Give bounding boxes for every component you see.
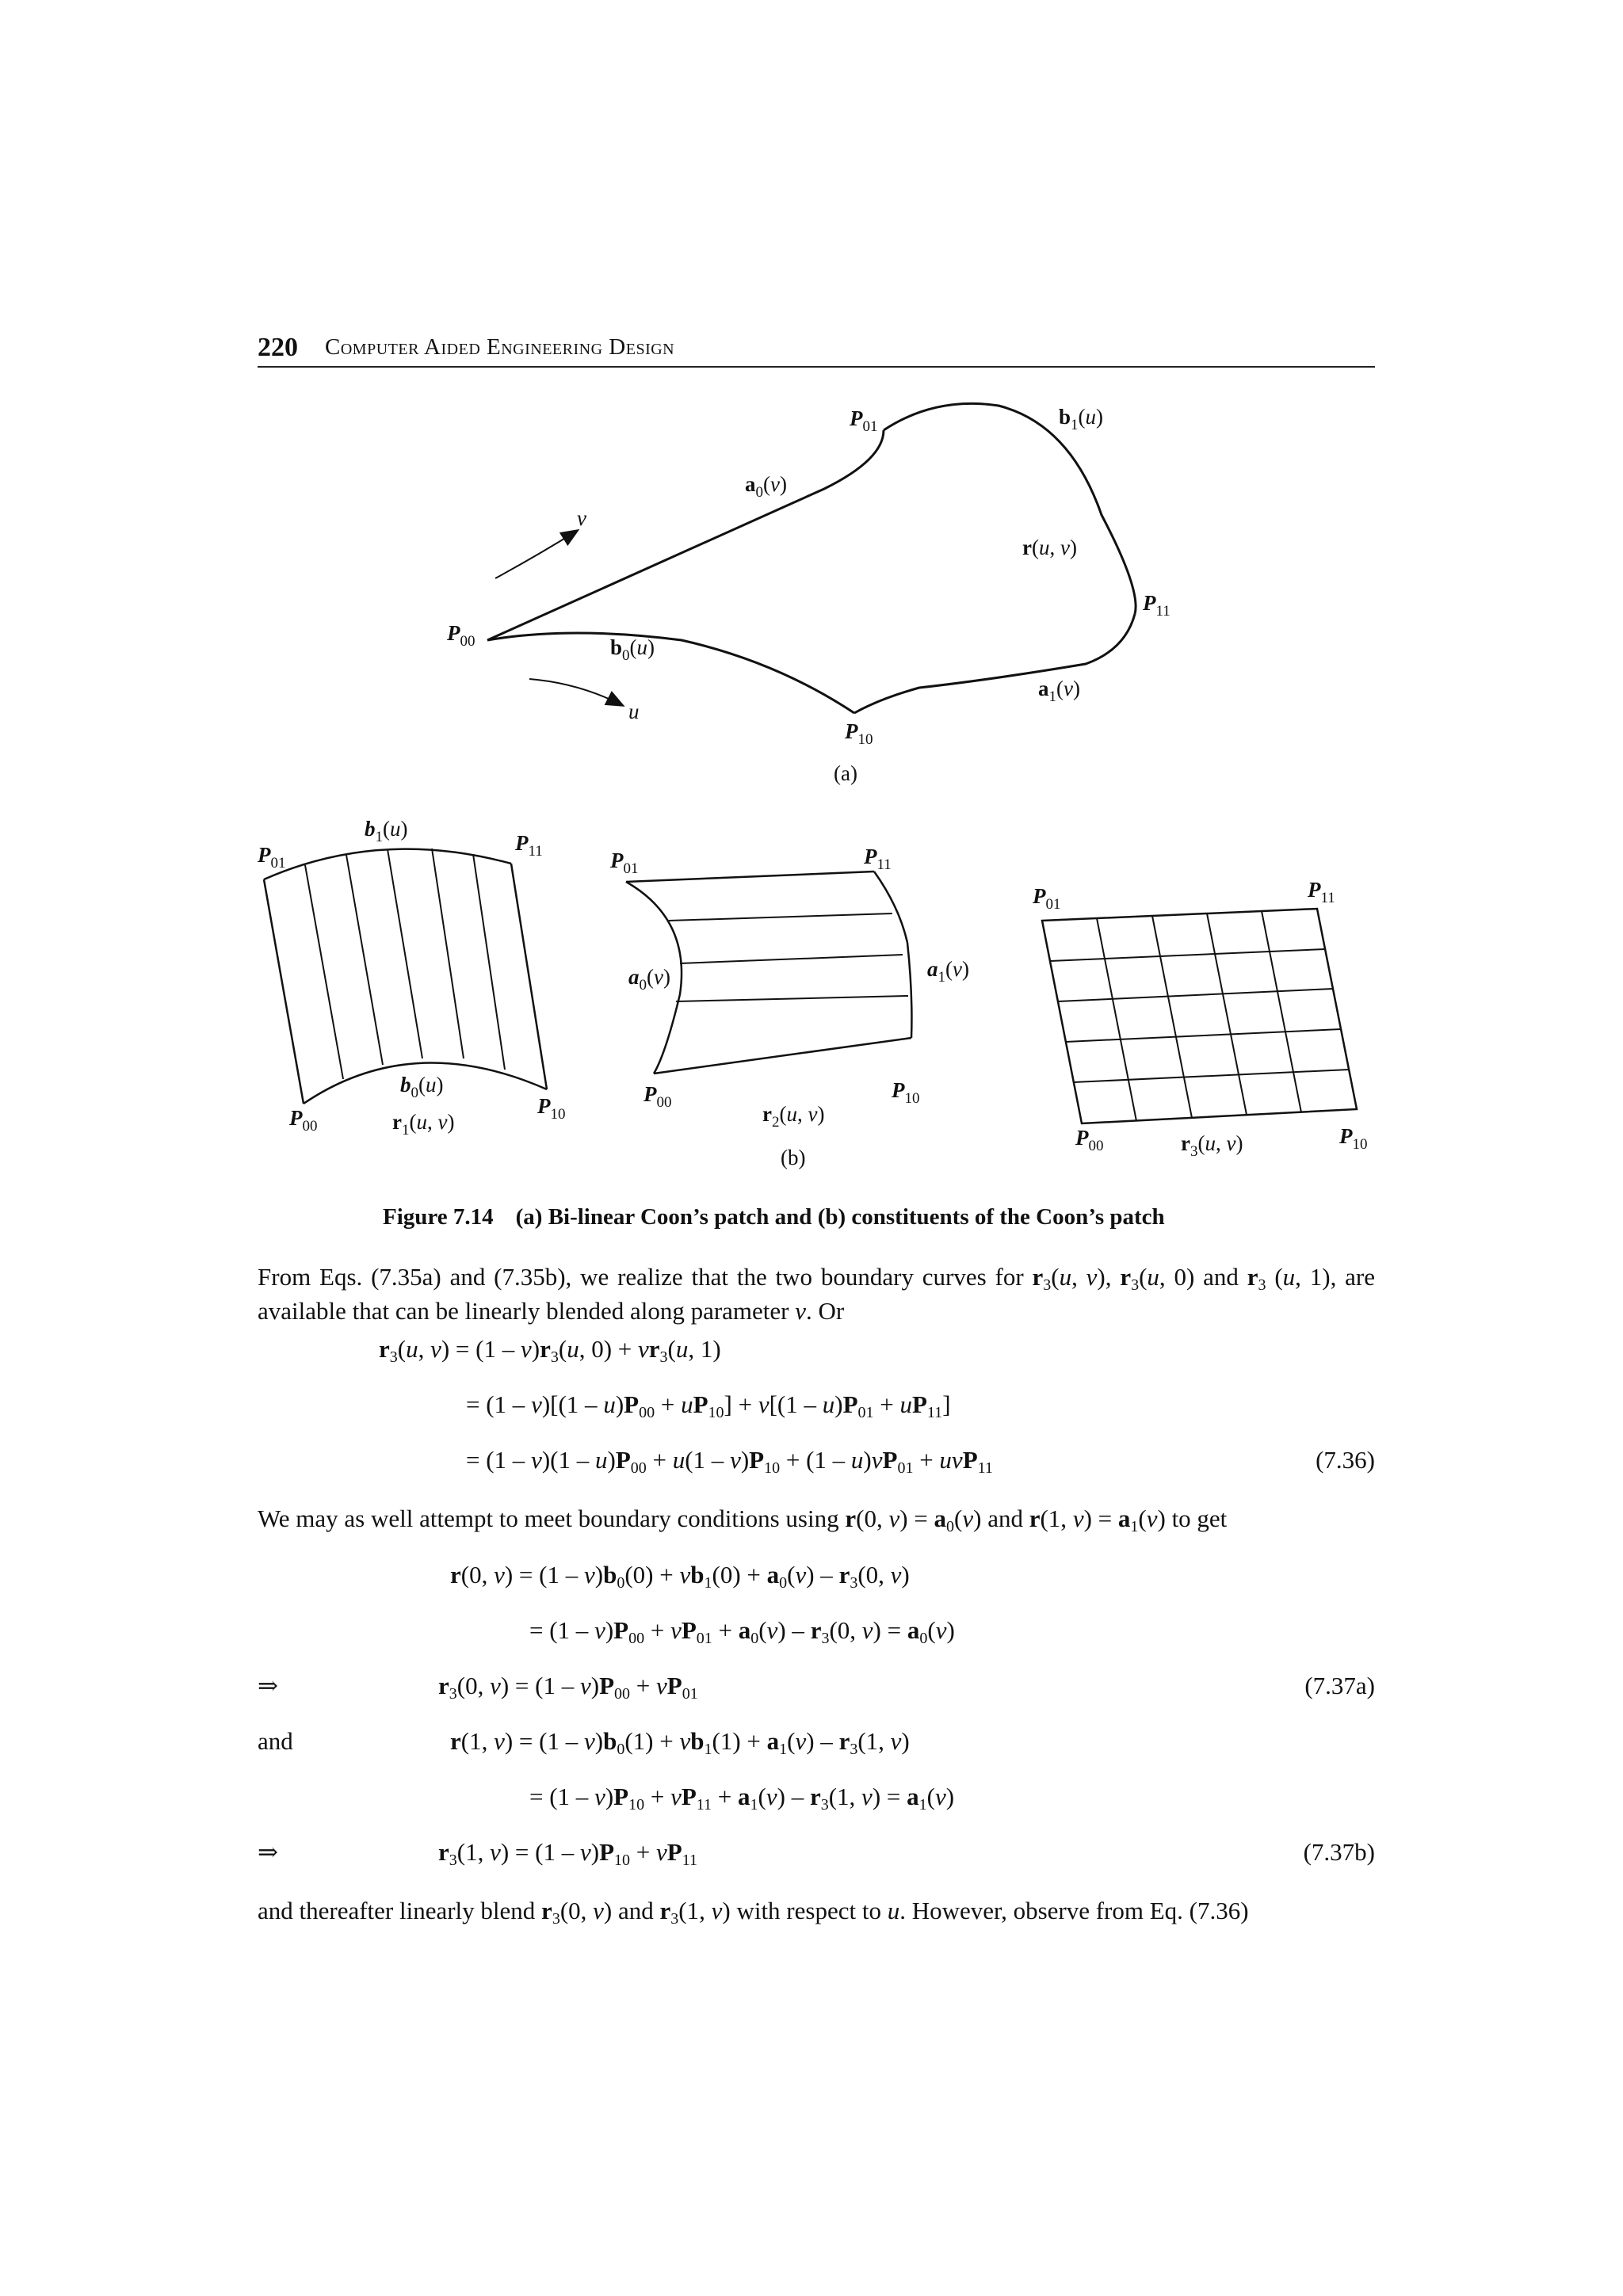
figure-caption-text: (a) Bi-linear Coon’s patch and (b) constituents of the Coon’s patch	[515, 1204, 1165, 1230]
svg-text:b0(u): $b_0(u)$	[400, 1073, 444, 1101]
equation-7-37a-line-2: = $(1 - v)P_{00} + vP_{01} + a_0(v) - r_3(0$, $v) = a_0(v)$	[529, 1616, 955, 1647]
svg-text:P10: $P_{10}$	[1339, 1124, 1368, 1153]
running-title: Computer Aided Engineering Design	[325, 334, 675, 360]
curve-b0	[487, 633, 854, 713]
svg-text:P01: $P_{01}$	[1033, 884, 1061, 913]
figure-caption	[383, 1204, 1165, 1230]
patch-r2-rulings	[669, 913, 908, 1001]
svg-text:a1(v): $a_1(v)$	[1038, 677, 1080, 705]
word-and: and	[258, 1727, 293, 1755]
equation-7-37a: $r_3(0$, $v) = (1 - v)P_{00} + vP_{01}$	[438, 1672, 698, 1703]
svg-text:b0(u): $b_0(u)$	[610, 635, 655, 664]
equation-number-7-37a: (7.37a)	[1304, 1672, 1375, 1699]
svg-text:P01: $P_{01}$	[610, 849, 639, 877]
svg-text:P11: $P_{11}$	[1308, 878, 1335, 906]
panel-a-label: (a)	[834, 761, 857, 785]
patch-r3	[1042, 909, 1357, 1123]
svg-text:P11: $P_{11}$	[1143, 591, 1170, 620]
patch-r3-grid	[1050, 911, 1349, 1121]
svg-text:P11: $P_{11}$	[864, 845, 892, 873]
svg-text:r2(u, v): $r_2(u$, v)	[762, 1102, 825, 1131]
svg-text:P00: $P_{00}$	[447, 621, 475, 650]
svg-text:P00: $P_{00}$	[643, 1082, 672, 1111]
svg-text:b1(u): $b_1(u)$	[365, 817, 408, 845]
svg-text:a1(v): $a_1(v)$	[927, 957, 969, 986]
implies-symbol-1: ⇒	[258, 1672, 278, 1699]
arrow-v	[495, 531, 577, 578]
svg-text:v: v	[577, 506, 586, 530]
curve-a1	[854, 614, 1135, 713]
svg-text:P11: $P_{11}$	[515, 831, 543, 860]
patch-r2-labels	[609, 845, 969, 1169]
equation-7-37b-line-1: r(1, $v) = (1 - v)b_0(1) + vb_1(1) + a_1(v) - r_3(1$, v)	[450, 1727, 910, 1758]
implies-symbol-2: ⇒	[258, 1838, 278, 1866]
svg-text:r3(u, v): $r_3(u$, v)	[1181, 1131, 1243, 1160]
svg-text:a0(v): $a_0(v)$	[745, 472, 787, 501]
svg-text:r1(u, v): $r_1(u$, v)	[392, 1110, 455, 1138]
svg-text:u: u	[628, 700, 640, 723]
equation-7-36-line-3: = $(1 - v)(1 - u)P_{00} + u(1 - v)P_{10} + (1 - u)vP_{01} + uvP_{11}$	[466, 1446, 993, 1477]
equation-7-37b-line-2: = $(1 - v)P_{10} + vP_{11} + a_1(v) - r_3(1$, $v) = a_1(v)$	[529, 1783, 955, 1814]
equation-7-37b: $r_3(1$, $v) = (1 - v)P_{10} + vP_{11}$	[438, 1838, 697, 1869]
svg-text:P00: $P_{00}$	[289, 1106, 318, 1135]
paragraph-2: We may as well attempt to meet boundary conditions using r(0, $v) = a_0(v)$ and r(1, $v) = a_1(v)$ to get	[258, 1505, 1228, 1535]
panel-b-label: (b)	[781, 1146, 806, 1169]
svg-text:r(u, v): r(u, v)	[1022, 536, 1077, 559]
curve-a0	[487, 430, 884, 640]
patch-r1-rulings	[305, 849, 505, 1079]
equation-number-7-36: (7.36)	[1316, 1446, 1375, 1474]
svg-text:P10: $P_{10}$	[537, 1094, 566, 1123]
figure-label: Figure 7.14	[383, 1204, 494, 1230]
svg-text:P10: $P_{10}$	[845, 719, 873, 748]
paragraph-1: From Eqs. (7.35a) and (7.35b), we realize that the two boundary curves for $r_3(u$, v), $r_3(u$, 0) and $r_3$ (u, 1), are available that can be linearly blended along parameter v. Or	[258, 1263, 1375, 1325]
page-number: 220	[258, 333, 298, 362]
svg-text:P01: $P_{01}$	[258, 843, 286, 871]
equation-7-36-line-1: $r_3(u$, $v) = (1 - v)r_3(u$, $0) + vr_3(u$, 1)	[379, 1335, 721, 1366]
arrow-u	[529, 679, 622, 705]
svg-text:P00: $P_{00}$	[1075, 1126, 1104, 1154]
equation-7-36-line-2: = $(1 - v)[(1 - u)P_{00} + uP_{10}] + v[(1 - u)P_{01} + uP_{11}]$	[466, 1390, 951, 1421]
svg-text:b1(u): $b_1(u)$	[1059, 405, 1104, 433]
curve-b1	[884, 403, 1136, 614]
svg-text:a0(v): $a_0(v)$	[628, 965, 670, 994]
equation-7-37a-line-1: r(0, $v) = (1 - v)b_0(0) + vb_1(0) + a_0(v) - r_3(0$, v)	[450, 1561, 910, 1592]
equation-number-7-37b: (7.37b)	[1303, 1838, 1375, 1866]
diagram-a-labels	[446, 405, 1170, 785]
paragraph-3: and thereafter linearly blend $r_3(0$, v) and $r_3(1$, v) with respect to u. However, observe from Eq. (7.36)	[258, 1897, 1249, 1928]
svg-text:P01: $P_{01}$	[850, 406, 878, 435]
svg-text:P10: $P_{10}$	[892, 1078, 920, 1107]
